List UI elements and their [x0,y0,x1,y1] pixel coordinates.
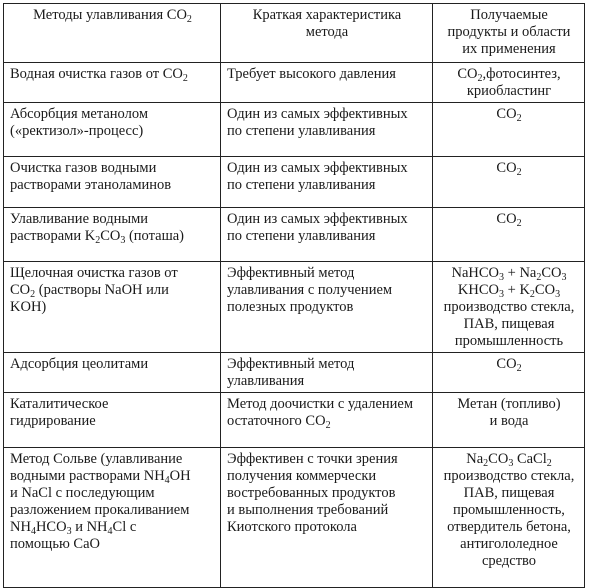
text-fragment: CO [496,356,517,372]
text-fragment: CO [534,282,556,298]
description-cell [221,157,433,208]
text-fragment: отвердитель бетона, [447,519,571,535]
subscript: 3 [555,289,561,300]
text-fragment: по степени улавливания [227,123,376,139]
text-line [439,553,579,570]
text-fragment: и NaCl с последующим [10,485,155,501]
table-row [4,262,585,353]
text-fragment: Улавливание водными [10,211,149,227]
text-fragment: + Na [504,265,537,281]
text-fragment: антигололедное [460,536,558,552]
description-cell [221,103,433,157]
text-line [227,413,427,430]
text-fragment: остаточного CO [227,413,326,429]
products-cell [433,157,585,208]
text-line [10,265,215,282]
text-line [439,536,579,553]
text-fragment: CO [100,228,121,244]
text-line [10,536,215,553]
co2-capture-methods-table [3,3,585,588]
text-fragment: растворами этаноламинов [10,177,172,193]
subscript: 2 [516,113,522,124]
text-fragment: (поташа) [125,228,184,244]
text-line [555,282,560,298]
text-fragment: Cl с [112,519,137,535]
subscript: 3 [66,526,72,537]
text-line [10,106,215,123]
table-row [4,393,585,448]
text-line [439,356,579,373]
table-row [4,353,585,393]
text-fragment: CO [10,282,31,298]
text-line [439,413,579,430]
text-fragment: NH [10,519,31,535]
subscript: 3 [508,458,514,469]
text-fragment: Метод доочистки с удалением [227,396,414,412]
text-line [439,468,579,485]
text-fragment: средство [481,553,537,569]
text-fragment: Очистка газов водными [10,160,157,176]
text-fragment: разложением прокаливанием [10,502,190,518]
description-cell [221,262,433,353]
text-fragment: Каталитическое [10,396,109,412]
text-line [10,356,215,373]
subscript: 2 [516,218,522,229]
subscript: 2 [30,289,36,300]
description-cell [221,353,433,393]
text-line [562,265,567,281]
text-line [536,265,566,281]
header-characteristic: Краткая характеристика метода [221,4,433,63]
text-fragment: («ректизол»-процесс) [10,123,144,139]
subscript: 2 [483,458,489,469]
text-fragment: Метан (топливо) [457,396,561,412]
method-cell [4,157,221,208]
text-fragment: по степени улавливания [227,177,376,193]
text-fragment: улавливания [227,373,305,389]
text-fragment: промышленность, [453,502,565,518]
text-fragment: и NH [71,519,108,535]
text-line [530,282,560,298]
subscript: 2 [516,363,522,374]
text-line [227,282,427,299]
subscript: 2 [536,272,542,283]
description-cell [221,448,433,588]
text-line [439,299,579,316]
description-cell [221,208,433,262]
text-fragment: Киотского протокола [227,519,357,535]
text-fragment: KOH) [10,299,47,315]
text-line [10,451,215,468]
header-products: Получаемые продукты и области их применения [433,4,585,63]
text-fragment: Один из самых эффективных [227,106,408,122]
text-line [227,373,427,390]
products-cell [433,103,585,157]
products-cell [433,63,585,103]
text-fragment: гидрирование [10,413,96,429]
text-line [439,160,579,177]
text-fragment: водными растворами NH [10,468,165,484]
text-line [10,282,215,299]
text-fragment: промышленность [454,333,564,349]
text-line [547,451,552,467]
method-cell [4,353,221,393]
text-fragment: Эффективный метод [227,356,355,372]
text-line [10,396,215,413]
text-fragment: CO [496,160,517,176]
text-line [227,468,427,485]
products-cell [433,353,585,393]
text-fragment: ПАВ, пищевая [463,485,555,501]
text-line [10,502,215,519]
products-cell [433,208,585,262]
text-line [10,485,215,502]
text-line [439,265,579,282]
text-fragment: производство стекла, [443,468,575,484]
text-line [439,83,579,100]
text-fragment: Na [466,451,484,467]
text-fragment: CO [541,265,562,281]
text-fragment: Один из самых эффективных [227,160,408,176]
subscript: 2 [182,73,188,84]
table-row [4,208,585,262]
text-line [439,396,579,413]
text-line [439,502,579,519]
text-line [10,228,215,245]
header-row [4,4,585,63]
subscript: 2 [325,420,331,431]
table-row [4,157,585,208]
text-line [10,66,215,83]
method-cell [4,393,221,448]
subscript: 2 [477,73,483,84]
text-fragment: Адсорбция цеолитами [10,356,149,372]
products-cell [433,262,585,353]
text-line [227,396,427,413]
text-fragment: KHCO [457,282,500,298]
text-fragment: CO [496,106,517,122]
text-fragment: CO [457,66,478,82]
text-line [439,211,579,228]
text-fragment: Водная очистка газов от CO [10,66,183,82]
text-line [227,519,427,536]
subscript: 4 [107,526,113,537]
subscript: 2 [529,289,535,300]
text-line [508,451,551,467]
text-line [439,333,579,350]
text-line [10,160,215,177]
text-line [10,519,215,536]
text-line [227,211,427,228]
text-line [227,356,427,373]
header-methods: Методы улавливания $CO_2$ [4,4,221,63]
text-fragment: Эффективный метод [227,265,355,281]
text-line [439,282,579,299]
text-line [439,66,579,83]
method-cell [4,103,221,157]
method-cell [4,208,221,262]
text-line [227,299,427,316]
method-cell [4,262,221,353]
text-fragment: NaHCO [451,265,500,281]
text-fragment: CO [496,211,517,227]
text-line [227,228,427,245]
text-line [227,485,427,502]
products-cell [433,393,585,448]
text-fragment: растворами K [10,228,96,244]
text-fragment: Абсорбция метанолом [10,106,149,122]
text-line [120,228,184,244]
text-fragment: полезных продуктов [227,299,354,315]
text-fragment: ,фотосинтез, [482,66,561,82]
products-cell [433,448,585,588]
text-line [227,451,427,468]
text-fragment: получения коммерчески [227,468,377,484]
text-line [439,485,579,502]
text-fragment: производство стекла, [443,299,575,315]
subscript: 2 [95,235,101,246]
text-fragment: помощью CaO [10,536,100,552]
text-line [10,123,215,140]
text-fragment: + K [504,282,530,298]
text-fragment: Метод Сольве (улавливание [10,451,183,467]
text-line [10,177,215,194]
text-line [67,519,137,535]
text-line [227,177,427,194]
subscript: 2 [516,167,522,178]
text-fragment: CO [488,451,509,467]
subscript: 4 [30,526,36,537]
text-line [439,316,579,333]
text-fragment: востребованных продуктов [227,485,396,501]
text-line [227,123,427,140]
text-fragment: (растворы NaOH или [35,282,169,298]
text-line [227,265,427,282]
subscript: 3 [499,272,505,283]
text-fragment: Эффективен с точки зрения [227,451,398,467]
text-fragment: и вода [489,413,529,429]
text-line [439,451,579,468]
table-row [4,63,585,103]
description-cell [221,63,433,103]
text-line [227,106,427,123]
text-fragment: OH [169,468,191,484]
text-fragment: улавливания с получением [227,282,393,298]
subscript: 3 [120,235,126,246]
text-fragment: Один из самых эффективных [227,211,408,227]
text-fragment: HCO [35,519,67,535]
text-line [439,519,579,536]
text-line [10,468,215,485]
subscript: 2 [546,458,552,469]
text-line [10,413,215,430]
text-fragment: и выполнения требований [227,502,389,518]
subscript: 3 [499,289,505,300]
description-cell [221,393,433,448]
table-row [4,103,585,157]
method-cell [4,63,221,103]
table-row [4,448,585,588]
text-line [10,211,215,228]
text-line [439,106,579,123]
text-fragment: Щелочная очистка газов от [10,265,178,281]
method-cell [4,448,221,588]
text-line [227,66,427,83]
text-line [227,160,427,177]
text-fragment: Требует высокого давления [227,66,396,82]
text-fragment: ПАВ, пищевая [463,316,555,332]
text-line [227,502,427,519]
subscript: 3 [561,272,567,283]
subscript: 4 [164,475,170,486]
text-fragment: CaCl [513,451,547,467]
text-line [108,519,137,535]
text-fragment: криобластинг [466,83,552,99]
text-line [10,299,215,316]
text-fragment: по степени улавливания [227,228,376,244]
